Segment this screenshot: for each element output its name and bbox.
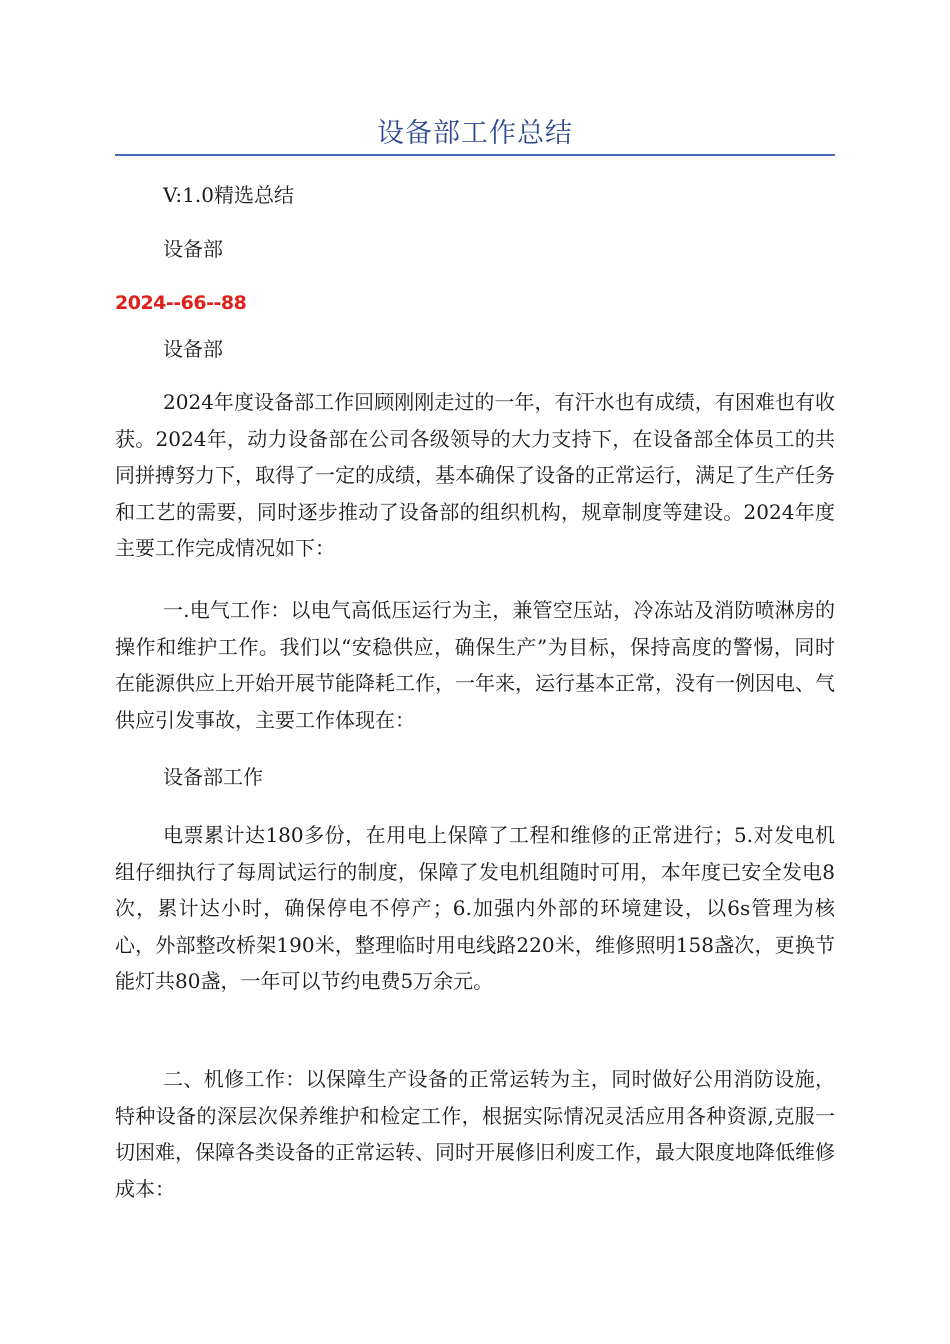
- document-date: 2024--66--88: [115, 292, 247, 314]
- electrical-work-paragraph: 一.电气工作：以电气高低压运行为主，兼管空压站，冷冻站及消防喷淋房的操作和维护工作。我们以“安稳供应，确保生产”为目标，保持高度的警惕，同时在能源供应上开始开展节能降耗工作，一年来，运行基本正常，没有一例因电、气供应引发事故，主要工作体现在：: [115, 598, 835, 732]
- department-line: 设备部: [163, 237, 223, 261]
- maintenance-work-paragraph: 二、机修工作：以保障生产设备的正常运转为主，同时做好公用消防设施，特种设备的深层次保养维护和检定工作，根据实际情况灵活应用各种资源,克服一切困难，保障各类设备的正常运转、同时开展修旧利废工作，最大限度地降低维修成本：: [115, 1067, 835, 1201]
- intro-paragraph: 2024年度设备部工作回顾刚刚走过的一年，有汗水也有成绩，有困难也有收获。2024年，动力设备部在公司各级领导的大力支持下，在设备部全体员工的共同拼搏努力下，取得了一定的成绩，基本确保了设备的正常运行，满足了生产任务和工艺的需要，同时逐步推动了设备部的组织机构，规章制度等建设。2024年度主要工作完成情况如下：: [115, 390, 835, 560]
- version-line: V:1.0精选总结: [163, 183, 294, 207]
- electrical-details-paragraph: 电票累计达180多份，在用电上保障了工程和维修的正常进行；5.对发电机组仔细执行了每周试运行的制度，保障了发电机组随时可用，本年度已安全发电8次，累计达小时，确保停电不停产；6.加强内外部的环境建设，以6s管理为核心，外部整改桥架190米，整理临时用电线路220米，维修照明158盏次，更换节能灯共80盏，一年可以节约电费5万余元。: [115, 823, 835, 993]
- title-underline: [115, 154, 835, 156]
- department-line-2: 设备部: [163, 337, 223, 361]
- section-heading: 设备部工作: [163, 765, 263, 789]
- document-title: 设备部工作总结: [377, 118, 573, 149]
